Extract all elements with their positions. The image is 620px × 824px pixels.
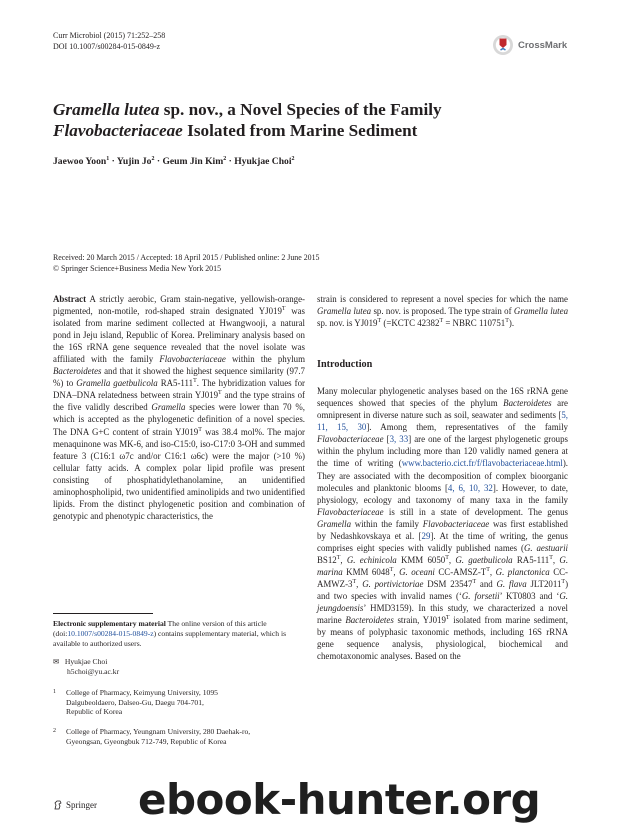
publisher-name: Springer (66, 800, 97, 810)
title-line1: sp. nov., a Novel Species of the Family (159, 100, 442, 119)
author-name[interactable]: Jaewoo Yoon (53, 156, 107, 167)
reference-link[interactable]: 5, 11, 15, 30 (317, 410, 568, 433)
envelope-icon: ✉ (53, 657, 60, 666)
abstract-continuation: strain is considered to represent a novel species for which the name Gramella lutea sp. nov. is proposed. The type strain of Gramella lutea sp. nov. is $YJ019^T$ (=KCTC $42382^T$ = NBRC $110751^T$). (317, 294, 569, 329)
journal-citation (53, 30, 165, 52)
affiliation-number: 2 (53, 728, 56, 734)
author-name[interactable]: Geum Jin Kim (162, 156, 224, 167)
corresponding-author: Hyukjae Choi (64, 657, 108, 666)
reference-link[interactable]: 4, 6, 10, 32 (447, 482, 493, 493)
author-name[interactable]: Yujin Jo (116, 156, 152, 167)
right-column (317, 293, 568, 662)
abstract-paragraph: Abstract A strictly aerobic, Gram stain-negative, yellowish-orange-pigmented, non-motile, rod-shaped strain designated $YJ019^T$ was isolated from marine sediment collected at Hwangwooji, a natural pond in Jeju island, Republic of Korea. Preliminary analysis based on the 16S rRNA gene sequence revealed that the novel isolate was affiliated with the family Flavobacteriaceae within the phylum Bacteroidetes and that it showed the highest sequence similarity (97.7 %) to Gramella gaetbulicola $RA5-111^T$. The hybridization values for DNA–DNA relatedness between strain $YJ019^T$ and the type strains of the five validly described Gramella species were lower than 70 %, which is accepted as the phylogenetic definition of a novel species. The DNA G+C content of strain $YJ019^T$ was 38.4 mol%. The major menaquinone was MK-6, and iso-C15:0, iso-C17:0 3-OH and summed feature 3 (C16:1 ω7c and/or C16:1 ω6c) were the major (>10 %) cellular fatty acids. A complex polar lipid profile was present consisting of phosphatidylethanolamine, an unidentified aminophospholipid, two unidentified aminolipids and two unidentified lipids. From the distinct phylogenetic position and combination of genotypic and phenotypic characteristics, the (53, 294, 306, 521)
author-affiliation: 2 (291, 155, 295, 162)
journal-line: Curr Microbiol (2015) 71:252–258 (53, 31, 166, 40)
crossmark-label: CrossMark (518, 39, 568, 51)
history-dates: Received: 20 March 2015 / Accepted: 18 April 2015 / Published online: 2 June 2015 (53, 253, 320, 262)
supplementary-note: Electronic supplementary material The online version of this article (doi:10.1007/s00284-015-0849-z) contains supplementary material, which is available to authorized users. (53, 619, 287, 648)
publisher-logo (53, 800, 97, 810)
affiliation-item: 1 College of Pharmacy, Keimyung University, 1095 Dalgubeoldaero, Dalseo-Gu, Daegu 704-701, Republic of Korea (53, 688, 218, 717)
publication-dates (53, 253, 320, 274)
footnote-divider (53, 613, 153, 614)
supplementary-label: Electronic supplementary material (53, 619, 166, 628)
crossmark-icon (492, 34, 514, 56)
affiliation-number: 1 (53, 689, 56, 695)
correspondence (53, 657, 305, 677)
supplementary-doi-link[interactable]: 10.1007/s00284-015-0849-z (67, 628, 154, 638)
author-affiliation: 2 (223, 155, 227, 162)
author-name[interactable]: Hyukjae Choi (234, 156, 292, 167)
reference-link[interactable]: 29 (421, 530, 431, 541)
abstract-label: Abstract (53, 294, 87, 304)
title-family: Flavobacteriaceae (53, 121, 183, 140)
introduction-paragraph: Many molecular phylogenetic analyses based on the 16S rRNA gene sequences showed that species of the phylum Bacteroidetes are omnipresent in diverse nature such as soil, seawater and sediments [5, 11, 15, 30]. Among them, representatives of the family Flavobacteriaceae [3, 33] are one of the largest phylogenetic groups within the phylum including more than 120 validly named genera at the time of writing (www.bacterio.cict.fr/f/flavobacteriaceae.html). They are associated with the decomposition of complex bioorganic molecules and planktonic blooms [4, 6, 10, 32]. However, to date, physiology, ecology and taxonomy of many taxa in the family Flavobacteriaceae is still in a state of development. The genus Gramella within the family Flavobacteriaceae was first established by Nedashkovskaya et al. [29]. At the time of writing, the genus comprises eight species with validly published names (G. aestuarii $BS12^T$, G. echinicola KMM $6050^T$, G. gaetbulicola $RA5-111^T$, G. marina KMM $6048^T$, G. oceani $CC-AMSZ-T^T$, G. planctonica $CC-AMWZ-3^T$, G. portivictoriae DSM $23547^T$ and G. flava $JLT2011^T$) and two species with invalid names (‘G. forsetii’ KT0803 and ‘G. jeungdoensis’ HMD3159). In this study, we characterized a novel marine Bacteroidetes strain, $YJ019^T$ isolated from marine sediment, by means of polyphasic taxonomic methods, including 16S rRNA gene sequence analysis, physiological, biochemical and chemotaxonomic analyses. Based on the (317, 386, 569, 662)
title-line2: Isolated from Marine Sediment (182, 121, 418, 140)
introduction-heading: Introduction (317, 359, 373, 371)
title-species: Gramella lutea (53, 100, 160, 119)
abstract-column (53, 293, 305, 522)
author-list: Jaewoo Yoon$^1$ · Yujin $Jo^2$ · Geum Jin Kim$^2$ · Hyukjae Choi$^2$ (53, 155, 295, 167)
watermark: ebook-hunter.org (138, 775, 541, 824)
copyright-line: © Springer Science+Business Media New York 2015 (53, 263, 222, 273)
corresponding-email[interactable]: h5choi@yu.ac.kr (67, 666, 120, 676)
doi-line: DOI 10.1007/s00284-015-0849-z (53, 42, 161, 51)
author-affiliation: 2 (151, 155, 155, 162)
author-affiliation: 1 (106, 155, 110, 162)
reference-link[interactable]: 3, 33 (389, 434, 409, 445)
crossmark-badge[interactable] (492, 32, 578, 58)
url-link[interactable]: www.bacterio.cict.fr/f/flavobacteriaceae.html (401, 458, 563, 469)
affiliation-item: 2 College of Pharmacy, Yeungnam University, 280 Daehak-ro, Gyeongsan, Gyeongbuk 712-749, Republic of Korea (53, 727, 251, 746)
springer-horse-icon (53, 800, 63, 810)
article-title (53, 99, 553, 141)
